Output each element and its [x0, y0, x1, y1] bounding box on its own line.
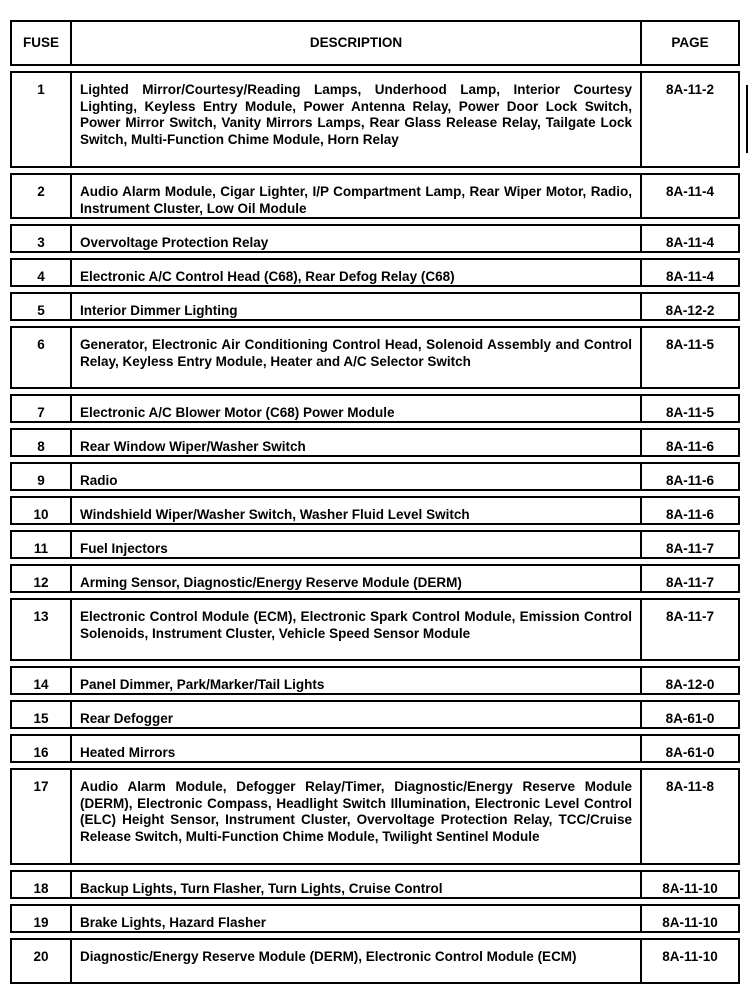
table-row	[10, 666, 740, 695]
page-ref: 8A-11-7	[665, 541, 715, 556]
fuse-description: Generator, Electronic Air Conditioning Control Head, Solenoid Assembly and Control Relay, Keyless Entry Module, Heater and A/C Selector Switch	[72, 328, 642, 387]
table-row	[10, 564, 740, 593]
fuse-description: Electronic A/C Control Head (C68), Rear Defog Relay (C68)	[72, 260, 642, 285]
fuse-number: 20	[12, 940, 72, 982]
fuse-description: Windshield Wiper/Washer Switch, Washer Fluid Level Switch	[72, 498, 642, 523]
fuse-description: Backup Lights, Turn Flasher, Turn Lights, Cruise Control	[72, 872, 642, 897]
table-row	[10, 258, 740, 287]
page-ref: 8A-12-0	[665, 677, 715, 692]
table-row	[10, 734, 740, 763]
table-row	[10, 71, 740, 168]
page-ref: 8A-11-4	[665, 235, 715, 250]
page-ref: 8A-11-8	[665, 779, 715, 794]
fuse-description: Fuel Injectors	[72, 532, 642, 557]
page-ref: 8A-61-0	[665, 745, 715, 760]
fuse-number: 14	[12, 668, 72, 693]
fuse-number: 16	[12, 736, 72, 761]
fuse-description: Rear Defogger	[72, 702, 642, 727]
page-ref: 8A-11-4	[665, 184, 715, 199]
page-ref: 8A-11-6	[665, 473, 715, 488]
fuse-number: 18	[12, 872, 72, 897]
page-ref: 8A-11-10	[662, 881, 718, 896]
fuse-number: 15	[12, 702, 72, 727]
fuse-number: 13	[12, 600, 72, 659]
header-fuse: FUSE	[12, 22, 72, 64]
fuse-number: 8	[12, 430, 72, 455]
fuse-description: Electronic Control Module (ECM), Electronic Spark Control Module, Emission Control Solenoids, Instrument Cluster, Vehicle Speed Sensor Module	[72, 600, 642, 659]
page-ref: 8A-11-4	[665, 269, 715, 284]
page-ref: 8A-11-6	[665, 439, 715, 454]
page-ref: 8A-11-2	[665, 82, 715, 97]
page-ref: 8A-11-7	[665, 609, 715, 624]
page-ref: 8A-11-5	[665, 405, 715, 420]
table-row	[10, 428, 740, 457]
fuse-number: 11	[12, 532, 72, 557]
table-row	[10, 870, 740, 899]
fuse-number: 7	[12, 396, 72, 421]
fuse-description: Panel Dimmer, Park/Marker/Tail Lights	[72, 668, 642, 693]
fuse-description: Electronic A/C Blower Motor (C68) Power Module	[72, 396, 642, 421]
fuse-number: 10	[12, 498, 72, 523]
table-row	[10, 938, 740, 984]
table-row	[10, 326, 740, 389]
header-page: PAGE	[671, 34, 709, 50]
page-ref: 8A-11-10	[662, 949, 718, 964]
table-header	[10, 20, 740, 66]
fuse-description: Interior Dimmer Lighting	[72, 294, 642, 319]
page-ref: 8A-11-6	[665, 507, 715, 522]
table-row	[10, 292, 740, 321]
table-row	[10, 768, 740, 865]
fuse-description: Heated Mirrors	[72, 736, 642, 761]
fuse-number: 17	[12, 770, 72, 863]
table-row	[10, 224, 740, 253]
table-row	[10, 173, 740, 219]
fuse-description: Lighted Mirror/Courtesy/Reading Lamps, Underhood Lamp, Interior Courtesy Lighting, Keyless Entry Module, Power Antenna Relay, Power Door Lock Switch, Power Mirror Switch, Vanity Mirrors Lamps, Rear Glass Release Relay, Tailgate Lock Switch, Multi-Function Chime Module, Horn Relay	[72, 73, 642, 166]
fuse-description: Brake Lights, Hazard Flasher	[72, 906, 642, 931]
fuse-number: 3	[12, 226, 72, 251]
fuse-description: Audio Alarm Module, Cigar Lighter, I/P Compartment Lamp, Rear Wiper Motor, Radio, Instrument Cluster, Low Oil Module	[72, 175, 642, 217]
table-row	[10, 904, 740, 933]
page-ref: 8A-11-10	[662, 915, 718, 930]
fuse-description: Diagnostic/Energy Reserve Module (DERM), Electronic Control Module (ECM)	[72, 940, 642, 982]
fuse-number: 12	[12, 566, 72, 591]
fuse-number: 4	[12, 260, 72, 285]
fuse-description: Overvoltage Protection Relay	[72, 226, 642, 251]
fuse-number: 6	[12, 328, 72, 387]
table-row	[10, 496, 740, 525]
page-ref: 8A-11-7	[665, 575, 715, 590]
table-row	[10, 530, 740, 559]
fuse-number: 5	[12, 294, 72, 319]
table-row	[10, 700, 740, 729]
fuse-description: Arming Sensor, Diagnostic/Energy Reserve Module (DERM)	[72, 566, 642, 591]
fuse-number: 19	[12, 906, 72, 931]
page-edge-mark	[746, 85, 748, 153]
fuse-description: Radio	[72, 464, 642, 489]
header-description: DESCRIPTION	[72, 22, 642, 64]
table-row	[10, 462, 740, 491]
page-ref: 8A-61-0	[665, 711, 715, 726]
fuse-number: 2	[12, 175, 72, 217]
table-row	[10, 598, 740, 661]
fuse-description: Audio Alarm Module, Defogger Relay/Timer, Diagnostic/Energy Reserve Module (DERM), Electronic Compass, Headlight Switch Illumination, Electronic Level Control (ELC) Height Sensor, Instrument Cluster, Overvoltage Protection Relay, TCC/Cruise Release Switch, Multi-Function Chime Module, Twilight Sentinel Module	[72, 770, 642, 863]
page-ref: 8A-12-2	[665, 303, 715, 318]
fuse-description: Rear Window Wiper/Washer Switch	[72, 430, 642, 455]
fuse-number: 1	[12, 73, 72, 166]
page-ref: 8A-11-5	[665, 337, 715, 352]
fuse-number: 9	[12, 464, 72, 489]
table-row	[10, 394, 740, 423]
fuse-table	[10, 20, 740, 989]
